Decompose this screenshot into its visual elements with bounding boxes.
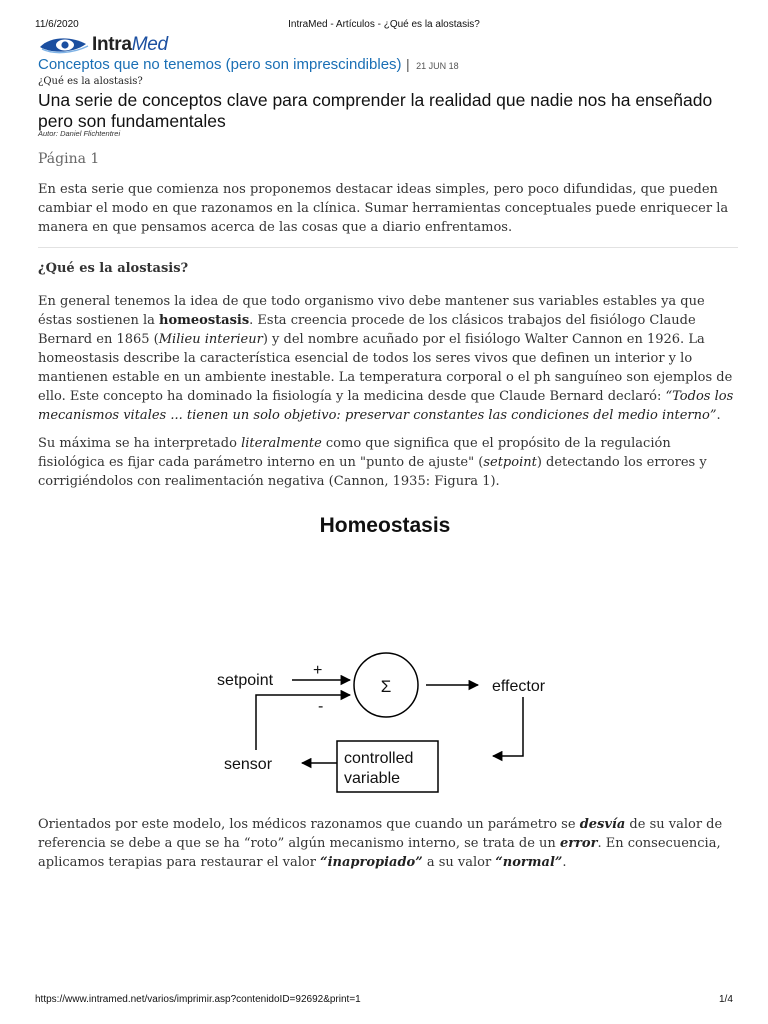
bernard-quote: “Todos los mecanismos vitales ... tienen un solo objetivo: preservar constantes las condiciones del medio interno” bbox=[38, 389, 734, 423]
term-normal: “normal” bbox=[495, 855, 563, 870]
feedback-arrow bbox=[256, 695, 350, 750]
logo-text-intra: Intra bbox=[92, 34, 132, 55]
section-divider bbox=[38, 247, 738, 248]
series-line bbox=[38, 56, 459, 74]
logo-text-med: Med bbox=[131, 34, 168, 55]
homeostasis-diagram bbox=[0, 500, 768, 800]
print-page-title: IntraMed - Artículos - ¿Qué es la alostasis? bbox=[288, 19, 480, 30]
article-headline: Una serie de conceptos clave para comprender la realidad que nadie nos ha enseñado pero son fundamentales bbox=[38, 90, 713, 131]
article-kicker: ¿Qué es la alostasis? bbox=[38, 76, 143, 87]
eye-logo-icon bbox=[38, 35, 90, 55]
paragraph-model: Orientados por este modelo, los médicos razonamos que cuando un parámetro se desvía de su valor de referencia se debe a que se ha “roto” algún mecanismo interno, se trata de un error. En consecuencia, aplicamos terapias para restaurar el valor “inapropiado” a su valor “normal”. bbox=[38, 817, 723, 870]
article-author: Autor: Daniel Flichtentrei bbox=[38, 129, 121, 138]
term-error: error bbox=[559, 836, 598, 851]
term-homeostasis: homeostasis bbox=[159, 313, 250, 328]
intramed-logo[interactable] bbox=[38, 34, 168, 56]
term-literalmente: literalmente bbox=[241, 436, 322, 451]
term-milieu-interieur: Milieu interieur bbox=[158, 332, 263, 347]
series-title-link[interactable]: Conceptos que no tenemos (pero son imprescindibles) bbox=[38, 56, 402, 73]
effector-label: effector bbox=[492, 678, 546, 695]
variable-label: variable bbox=[344, 770, 401, 787]
print-url: https://www.intramed.net/varios/imprimir.asp?contenidoID=92692&print=1 bbox=[35, 994, 361, 1005]
term-setpoint: setpoint bbox=[483, 455, 537, 470]
term-desvia: desvía bbox=[579, 817, 626, 832]
controlled-label: controlled bbox=[344, 750, 414, 767]
intro-paragraph: En esta serie que comienza nos proponemos destacar ideas simples, pero poco difundidas, que pueden cambiar el modo en que razonamos en la clínica. Sumar herramientas conceptuales puede enriquecer la manera en que pensamos acerca de las cosas que a diario enfrentamos. bbox=[38, 182, 729, 235]
setpoint-label: setpoint bbox=[217, 672, 274, 689]
sigma-symbol: Σ bbox=[380, 677, 392, 696]
effector-to-variable-arrow bbox=[493, 697, 523, 756]
term-inapropiado: “inapropiado” bbox=[320, 855, 423, 870]
minus-sign: - bbox=[318, 698, 324, 715]
paragraph-setpoint: Su máxima se ha interpretado literalmente como que significa que el propósito de la regulación fisiológica es fijar cada parámetro interno en un "punto de ajuste" (setpoint) detectando los errores y corrigiéndolos con realimentación negativa (Cannon, 1935: Figura 1). bbox=[38, 436, 707, 489]
print-page-number: 1/4 bbox=[719, 994, 733, 1005]
figure-title: Homeostasis bbox=[319, 514, 451, 537]
series-separator: | bbox=[405, 56, 410, 72]
section-heading: ¿Qué es la alostasis? bbox=[38, 261, 189, 276]
paragraph-homeostasis: En general tenemos la idea de que todo organismo vivo debe mantener sus variables estables ya que éstas sostienen la homeostasis. Esta creencia procede de los clásicos trabajos del fisiólogo Claude Bernard en 1865 (Milieu interieur) y del nombre acuñado por el fisiólogo Walter Cannon en 1926. La homeostasis describe la característica esencial de todos los seres vivos que definen un interior y lo mantienen estable en un ambiente inestable. La temperatura corporal o el ph sanguíneo son ejemplos de ello. Este concepto ha dominado la fisiología y la medicina desde que Claude Bernard declaró: “Todos los mecanismos vitales ... tienen un solo objetivo: preservar constantes las condiciones del medio interno”. bbox=[38, 294, 734, 423]
sensor-label: sensor bbox=[224, 756, 273, 773]
series-date: 21 JUN 18 bbox=[416, 61, 459, 71]
plus-sign: + bbox=[313, 662, 323, 679]
page-label: Página 1 bbox=[38, 151, 100, 167]
print-date: 11/6/2020 bbox=[35, 19, 79, 30]
